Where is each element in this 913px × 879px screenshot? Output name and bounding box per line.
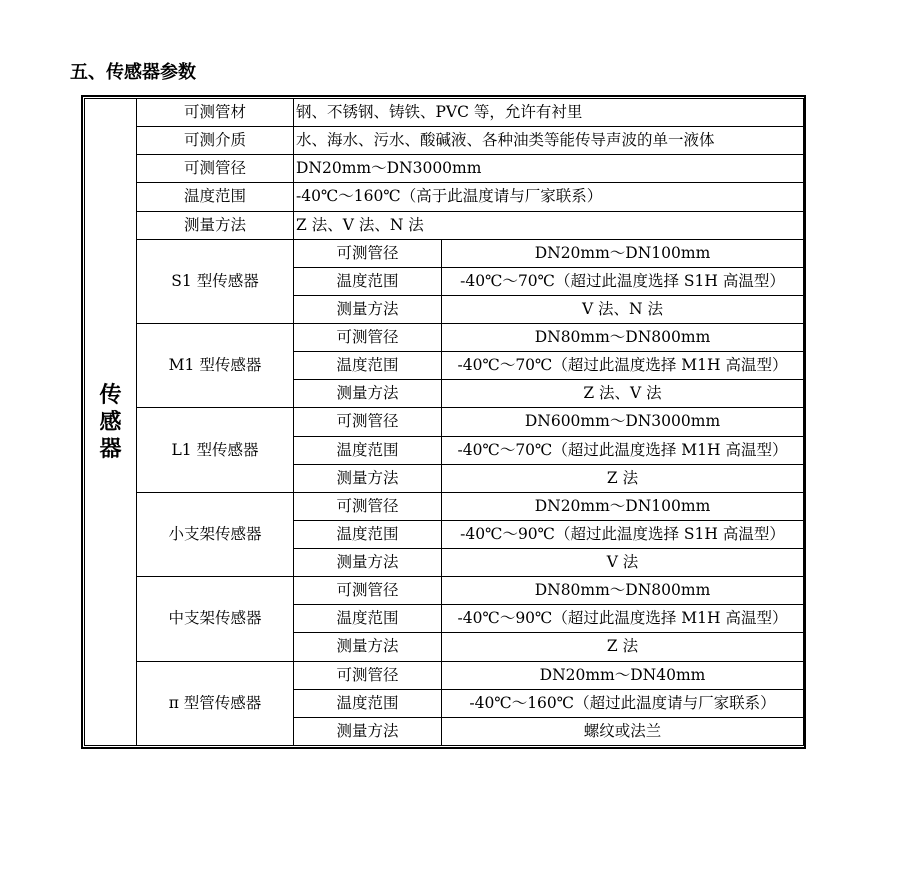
side-label-char: 感 bbox=[99, 409, 122, 435]
param-value: DN20mm～DN100mm bbox=[442, 239, 804, 267]
side-label-char: 传 bbox=[99, 382, 122, 408]
param-value: -40℃～70℃（超过此温度选择 M1H 高温型） bbox=[442, 352, 804, 380]
sensor-type-name: L1 型传感器 bbox=[137, 408, 294, 492]
param-label: 可测管径 bbox=[294, 408, 442, 436]
param-label: 可测介质 bbox=[137, 127, 294, 155]
param-label: 测量方法 bbox=[294, 549, 442, 577]
param-value: 钢、不锈钢、铸铁、PVC 等，允许有衬里 bbox=[294, 99, 804, 127]
param-value: DN80mm～DN800mm bbox=[442, 577, 804, 605]
param-value: DN600mm～DN3000mm bbox=[442, 408, 804, 436]
param-label: 可测管材 bbox=[137, 99, 294, 127]
sensor-type-name: M1 型传感器 bbox=[137, 324, 294, 408]
param-value: Z 法、V 法、N 法 bbox=[294, 211, 804, 239]
param-value: 水、海水、污水、酸碱液、各种油类等能传导声波的单一液体 bbox=[294, 127, 804, 155]
sensor-type-name: 小支架传感器 bbox=[137, 492, 294, 576]
param-label: 测量方法 bbox=[294, 295, 442, 323]
sensor-parameter-table bbox=[84, 98, 804, 746]
side-label bbox=[85, 99, 137, 746]
table-row bbox=[85, 408, 804, 436]
table-row bbox=[85, 661, 804, 689]
param-value: V 法 bbox=[442, 549, 804, 577]
param-value: -40℃～90℃（超过此温度选择 M1H 高温型） bbox=[442, 605, 804, 633]
param-label: 测量方法 bbox=[294, 633, 442, 661]
sensor-type-name: S1 型传感器 bbox=[137, 239, 294, 323]
table-row bbox=[85, 155, 804, 183]
table-body bbox=[85, 99, 804, 746]
param-value: 螺纹或法兰 bbox=[442, 717, 804, 745]
param-value: -40℃～160℃（高于此温度请与厂家联系） bbox=[294, 183, 804, 211]
param-label: 可测管径 bbox=[294, 324, 442, 352]
param-label: 可测管径 bbox=[294, 661, 442, 689]
param-value: -40℃～90℃（超过此温度选择 S1H 高温型） bbox=[442, 520, 804, 548]
param-label: 可测管径 bbox=[137, 155, 294, 183]
param-value: DN20mm～DN100mm bbox=[442, 492, 804, 520]
param-value: -40℃～70℃（超过此温度选择 M1H 高温型） bbox=[442, 436, 804, 464]
param-value: Z 法 bbox=[442, 464, 804, 492]
param-label: 温度范围 bbox=[294, 352, 442, 380]
param-label: 测量方法 bbox=[294, 464, 442, 492]
param-value: DN80mm～DN800mm bbox=[442, 324, 804, 352]
param-label: 测量方法 bbox=[294, 717, 442, 745]
param-value: -40℃～70℃（超过此温度选择 S1H 高温型） bbox=[442, 267, 804, 295]
table-row bbox=[85, 127, 804, 155]
param-label: 可测管径 bbox=[294, 239, 442, 267]
table-row bbox=[85, 239, 804, 267]
table-row bbox=[85, 211, 804, 239]
param-label: 温度范围 bbox=[294, 520, 442, 548]
param-label: 测量方法 bbox=[137, 211, 294, 239]
param-label: 温度范围 bbox=[294, 436, 442, 464]
table-row bbox=[85, 99, 804, 127]
param-value: DN20mm～DN3000mm bbox=[294, 155, 804, 183]
param-label: 测量方法 bbox=[294, 380, 442, 408]
param-label: 温度范围 bbox=[294, 605, 442, 633]
table-row bbox=[85, 492, 804, 520]
param-value: -40℃～160℃（超过此温度请与厂家联系） bbox=[442, 689, 804, 717]
table-row bbox=[85, 324, 804, 352]
param-label: 温度范围 bbox=[137, 183, 294, 211]
param-label: 温度范围 bbox=[294, 267, 442, 295]
sensor-type-name: 中支架传感器 bbox=[137, 577, 294, 661]
sensor-type-name: π 型管传感器 bbox=[137, 661, 294, 746]
table-row bbox=[85, 577, 804, 605]
param-label: 温度范围 bbox=[294, 689, 442, 717]
side-label-char: 器 bbox=[99, 436, 122, 462]
section-heading: 五、传感器参数 bbox=[70, 62, 196, 83]
param-label: 可测管径 bbox=[294, 577, 442, 605]
param-value: Z 法 bbox=[442, 633, 804, 661]
table-row bbox=[85, 183, 804, 211]
param-value: DN20mm～DN40mm bbox=[442, 661, 804, 689]
param-value: V 法、N 法 bbox=[442, 295, 804, 323]
param-value: Z 法、V 法 bbox=[442, 380, 804, 408]
param-label: 可测管径 bbox=[294, 492, 442, 520]
